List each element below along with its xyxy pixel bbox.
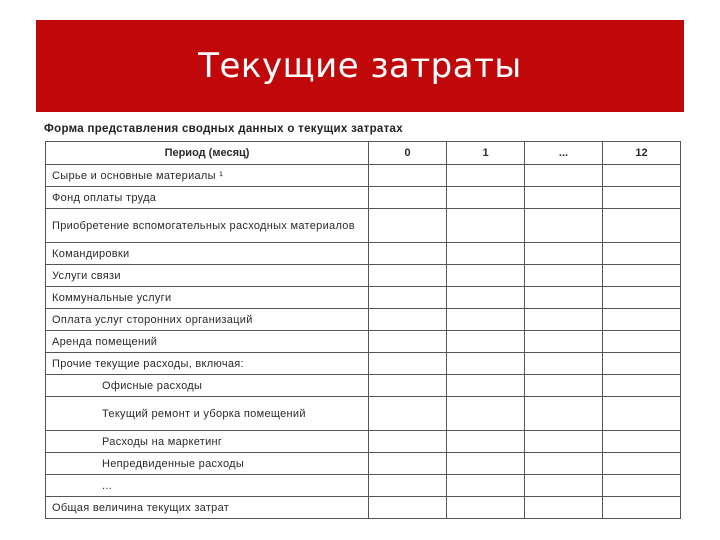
row-label: Аренда помещений	[46, 331, 369, 353]
row-label: Расходы на маркетинг	[46, 431, 369, 453]
header-month-ellipsis: ...	[525, 142, 603, 165]
value-cell	[603, 165, 681, 187]
value-cell	[447, 309, 525, 331]
value-cell	[369, 353, 447, 375]
header-month-0: 0	[369, 142, 447, 165]
table-row	[46, 165, 681, 187]
table-row	[46, 243, 681, 265]
current-costs-table	[45, 141, 681, 519]
table-row	[46, 287, 681, 309]
value-cell	[525, 309, 603, 331]
header-month-12: 12	[603, 142, 681, 165]
value-cell	[603, 375, 681, 397]
table-row	[46, 331, 681, 353]
value-cell	[603, 287, 681, 309]
value-cell	[603, 309, 681, 331]
header-month-1: 1	[447, 142, 525, 165]
value-cell	[369, 287, 447, 309]
value-cell	[603, 243, 681, 265]
table-row	[46, 187, 681, 209]
value-cell	[603, 453, 681, 475]
value-cell	[525, 431, 603, 453]
value-cell	[447, 475, 525, 497]
value-cell	[447, 497, 525, 519]
value-cell	[525, 265, 603, 287]
value-cell	[525, 453, 603, 475]
title-banner	[36, 20, 684, 112]
value-cell	[525, 331, 603, 353]
value-cell	[447, 331, 525, 353]
row-label: Приобретение вспомогательных расходных материалов	[46, 209, 369, 243]
value-cell	[447, 265, 525, 287]
value-cell	[603, 431, 681, 453]
value-cell	[603, 397, 681, 431]
table-row	[46, 309, 681, 331]
value-cell	[525, 375, 603, 397]
value-cell	[447, 375, 525, 397]
value-cell	[369, 309, 447, 331]
value-cell	[603, 353, 681, 375]
value-cell	[525, 353, 603, 375]
value-cell	[525, 165, 603, 187]
table-row	[46, 265, 681, 287]
row-label: Сырье и основные материалы ¹	[46, 165, 369, 187]
value-cell	[525, 287, 603, 309]
value-cell	[369, 453, 447, 475]
value-cell	[447, 209, 525, 243]
value-cell	[603, 497, 681, 519]
value-cell	[525, 397, 603, 431]
value-cell	[369, 209, 447, 243]
value-cell	[603, 331, 681, 353]
table-row	[46, 475, 681, 497]
table-row	[46, 497, 681, 519]
value-cell	[369, 165, 447, 187]
row-label: Офисные расходы	[46, 375, 369, 397]
table-row	[46, 431, 681, 453]
value-cell	[369, 331, 447, 353]
value-cell	[603, 187, 681, 209]
value-cell	[525, 497, 603, 519]
slide-title: Текущие затраты	[198, 46, 522, 86]
value-cell	[525, 475, 603, 497]
value-cell	[447, 287, 525, 309]
table-row	[46, 453, 681, 475]
value-cell	[369, 431, 447, 453]
row-label: Командировки	[46, 243, 369, 265]
value-cell	[603, 209, 681, 243]
value-cell	[447, 353, 525, 375]
value-cell	[525, 209, 603, 243]
value-cell	[447, 165, 525, 187]
row-label: Фонд оплаты труда	[46, 187, 369, 209]
value-cell	[447, 187, 525, 209]
table-row	[46, 353, 681, 375]
value-cell	[369, 497, 447, 519]
value-cell	[369, 243, 447, 265]
row-label: Услуги связи	[46, 265, 369, 287]
table-caption: Форма представления сводных данных о текущих затратах	[44, 123, 403, 135]
row-label: Коммунальные услуги	[46, 287, 369, 309]
header-row	[46, 142, 681, 165]
row-label: Оплата услуг сторонних организаций	[46, 309, 369, 331]
value-cell	[369, 475, 447, 497]
value-cell	[447, 243, 525, 265]
table-row	[46, 397, 681, 431]
value-cell	[369, 187, 447, 209]
value-cell	[525, 187, 603, 209]
value-cell	[447, 397, 525, 431]
header-period: Период (месяц)	[46, 142, 369, 165]
value-cell	[603, 265, 681, 287]
value-cell	[447, 453, 525, 475]
table-row	[46, 375, 681, 397]
row-label: Общая величина текущих затрат	[46, 497, 369, 519]
table-row	[46, 209, 681, 243]
value-cell	[447, 431, 525, 453]
value-cell	[525, 243, 603, 265]
row-label: Непредвиденные расходы	[46, 453, 369, 475]
value-cell	[369, 265, 447, 287]
row-label: ...	[46, 475, 369, 497]
value-cell	[369, 397, 447, 431]
value-cell	[603, 475, 681, 497]
value-cell	[369, 375, 447, 397]
row-label: Текущий ремонт и уборка помещений	[46, 397, 369, 431]
row-label: Прочие текущие расходы, включая:	[46, 353, 369, 375]
